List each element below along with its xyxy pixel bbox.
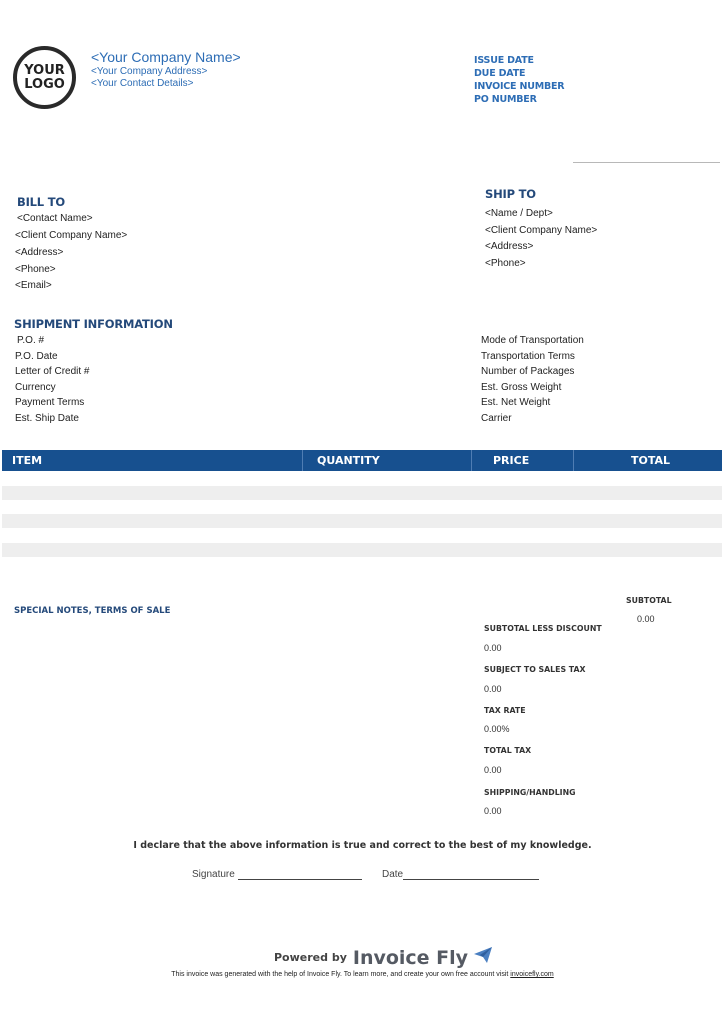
table-row[interactable] — [2, 543, 722, 557]
company-logo — [13, 46, 76, 109]
shipping-handling-value: 0.00 — [484, 806, 502, 816]
shipment-net-weight: Est. Net Weight — [481, 397, 551, 408]
bill-to-phone: <Phone> — [15, 264, 56, 275]
ship-to-name: <Name / Dept> — [485, 208, 553, 219]
date-field[interactable] — [382, 869, 539, 880]
tax-rate-value: 0.00% — [484, 724, 510, 734]
bill-to-address: <Address> — [15, 247, 64, 258]
quantity-column-header: QUANTITY — [317, 454, 380, 467]
bill-to-contact: <Contact Name> — [17, 213, 93, 224]
total-tax-value: 0.00 — [484, 765, 502, 775]
meta-divider — [573, 162, 720, 163]
price-column-header: PRICE — [493, 454, 530, 467]
due-date-label: DUE DATE — [474, 68, 526, 79]
bill-to-company: <Client Company Name> — [15, 230, 128, 241]
shipment-title: SHIPMENT INFORMATION — [14, 317, 173, 331]
ship-to-title: SHIP TO — [485, 187, 536, 201]
brand-name: Invoice Fly — [352, 946, 469, 969]
column-divider — [573, 450, 574, 471]
paper-plane-icon — [473, 946, 493, 969]
subtotal-less-discount-label: SUBTOTAL LESS DISCOUNT — [484, 624, 602, 633]
ship-to-address: <Address> — [485, 241, 534, 252]
shipment-transportation-terms: Transportation Terms — [481, 351, 575, 362]
column-divider — [302, 450, 303, 471]
signature-line[interactable] — [238, 870, 362, 880]
shipment-po-number: P.O. # — [17, 335, 45, 346]
subtotal-label: SUBTOTAL — [626, 596, 672, 605]
footer-note — [0, 971, 725, 978]
table-row[interactable] — [2, 486, 722, 500]
logo-text: YOUR LOGO — [24, 62, 65, 92]
special-notes-label: SPECIAL NOTES, TERMS OF SALE — [14, 606, 171, 616]
bill-to-title: BILL TO — [17, 195, 65, 209]
po-number-label: PO NUMBER — [474, 94, 537, 105]
company-name: <Your Company Name> — [91, 49, 241, 65]
total-tax-label: TOTAL TAX — [484, 746, 532, 755]
company-contact: <Your Contact Details> — [91, 78, 194, 89]
tax-rate-label: TAX RATE — [484, 706, 526, 715]
company-address: <Your Company Address> — [91, 66, 208, 77]
powered-by-label: Powered by — [274, 951, 347, 964]
column-divider — [471, 450, 472, 471]
ship-to-company: <Client Company Name> — [485, 225, 598, 236]
footer-note-text: This invoice was generated with the help of Invoice Fly. To learn more, and create your own free account visit — [171, 971, 509, 978]
total-column-header: TOTAL — [631, 454, 671, 467]
table-row[interactable] — [2, 514, 722, 528]
shipment-mode-of-transportation: Mode of Transportation — [481, 335, 584, 346]
signature-field[interactable] — [192, 869, 362, 880]
shipment-currency: Currency — [15, 382, 56, 393]
bill-to-email: <Email> — [15, 280, 52, 291]
shipment-letter-of-credit: Letter of Credit # — [15, 366, 90, 377]
invoicefly-link[interactable]: invoicefly.com — [510, 971, 554, 978]
issue-date-label: ISSUE DATE — [474, 55, 534, 66]
declaration-text: I declare that the above information is true and correct to the best of my knowledge. — [133, 840, 592, 851]
subject-to-sales-tax-label: SUBJECT TO SALES TAX — [484, 665, 586, 674]
powered-by-badge — [274, 946, 493, 969]
items-table-header — [2, 450, 722, 471]
subject-to-sales-tax-value: 0.00 — [484, 684, 502, 694]
date-label: Date — [382, 869, 404, 880]
signature-label: Signature — [192, 869, 235, 880]
ship-to-phone: <Phone> — [485, 258, 526, 269]
shipment-carrier: Carrier — [481, 413, 512, 424]
shipping-handling-label: SHIPPING/HANDLING — [484, 788, 576, 797]
item-column-header: ITEM — [12, 454, 43, 467]
subtotal-value: 0.00 — [637, 614, 655, 624]
date-line[interactable] — [403, 870, 539, 880]
shipment-number-of-packages: Number of Packages — [481, 366, 575, 377]
subtotal-less-discount-value: 0.00 — [484, 643, 502, 653]
shipment-est-ship-date: Est. Ship Date — [15, 413, 79, 424]
shipment-gross-weight: Est. Gross Weight — [481, 382, 562, 393]
shipment-po-date: P.O. Date — [15, 351, 58, 362]
shipment-payment-terms: Payment Terms — [15, 397, 85, 408]
invoice-number-label: INVOICE NUMBER — [474, 81, 565, 92]
